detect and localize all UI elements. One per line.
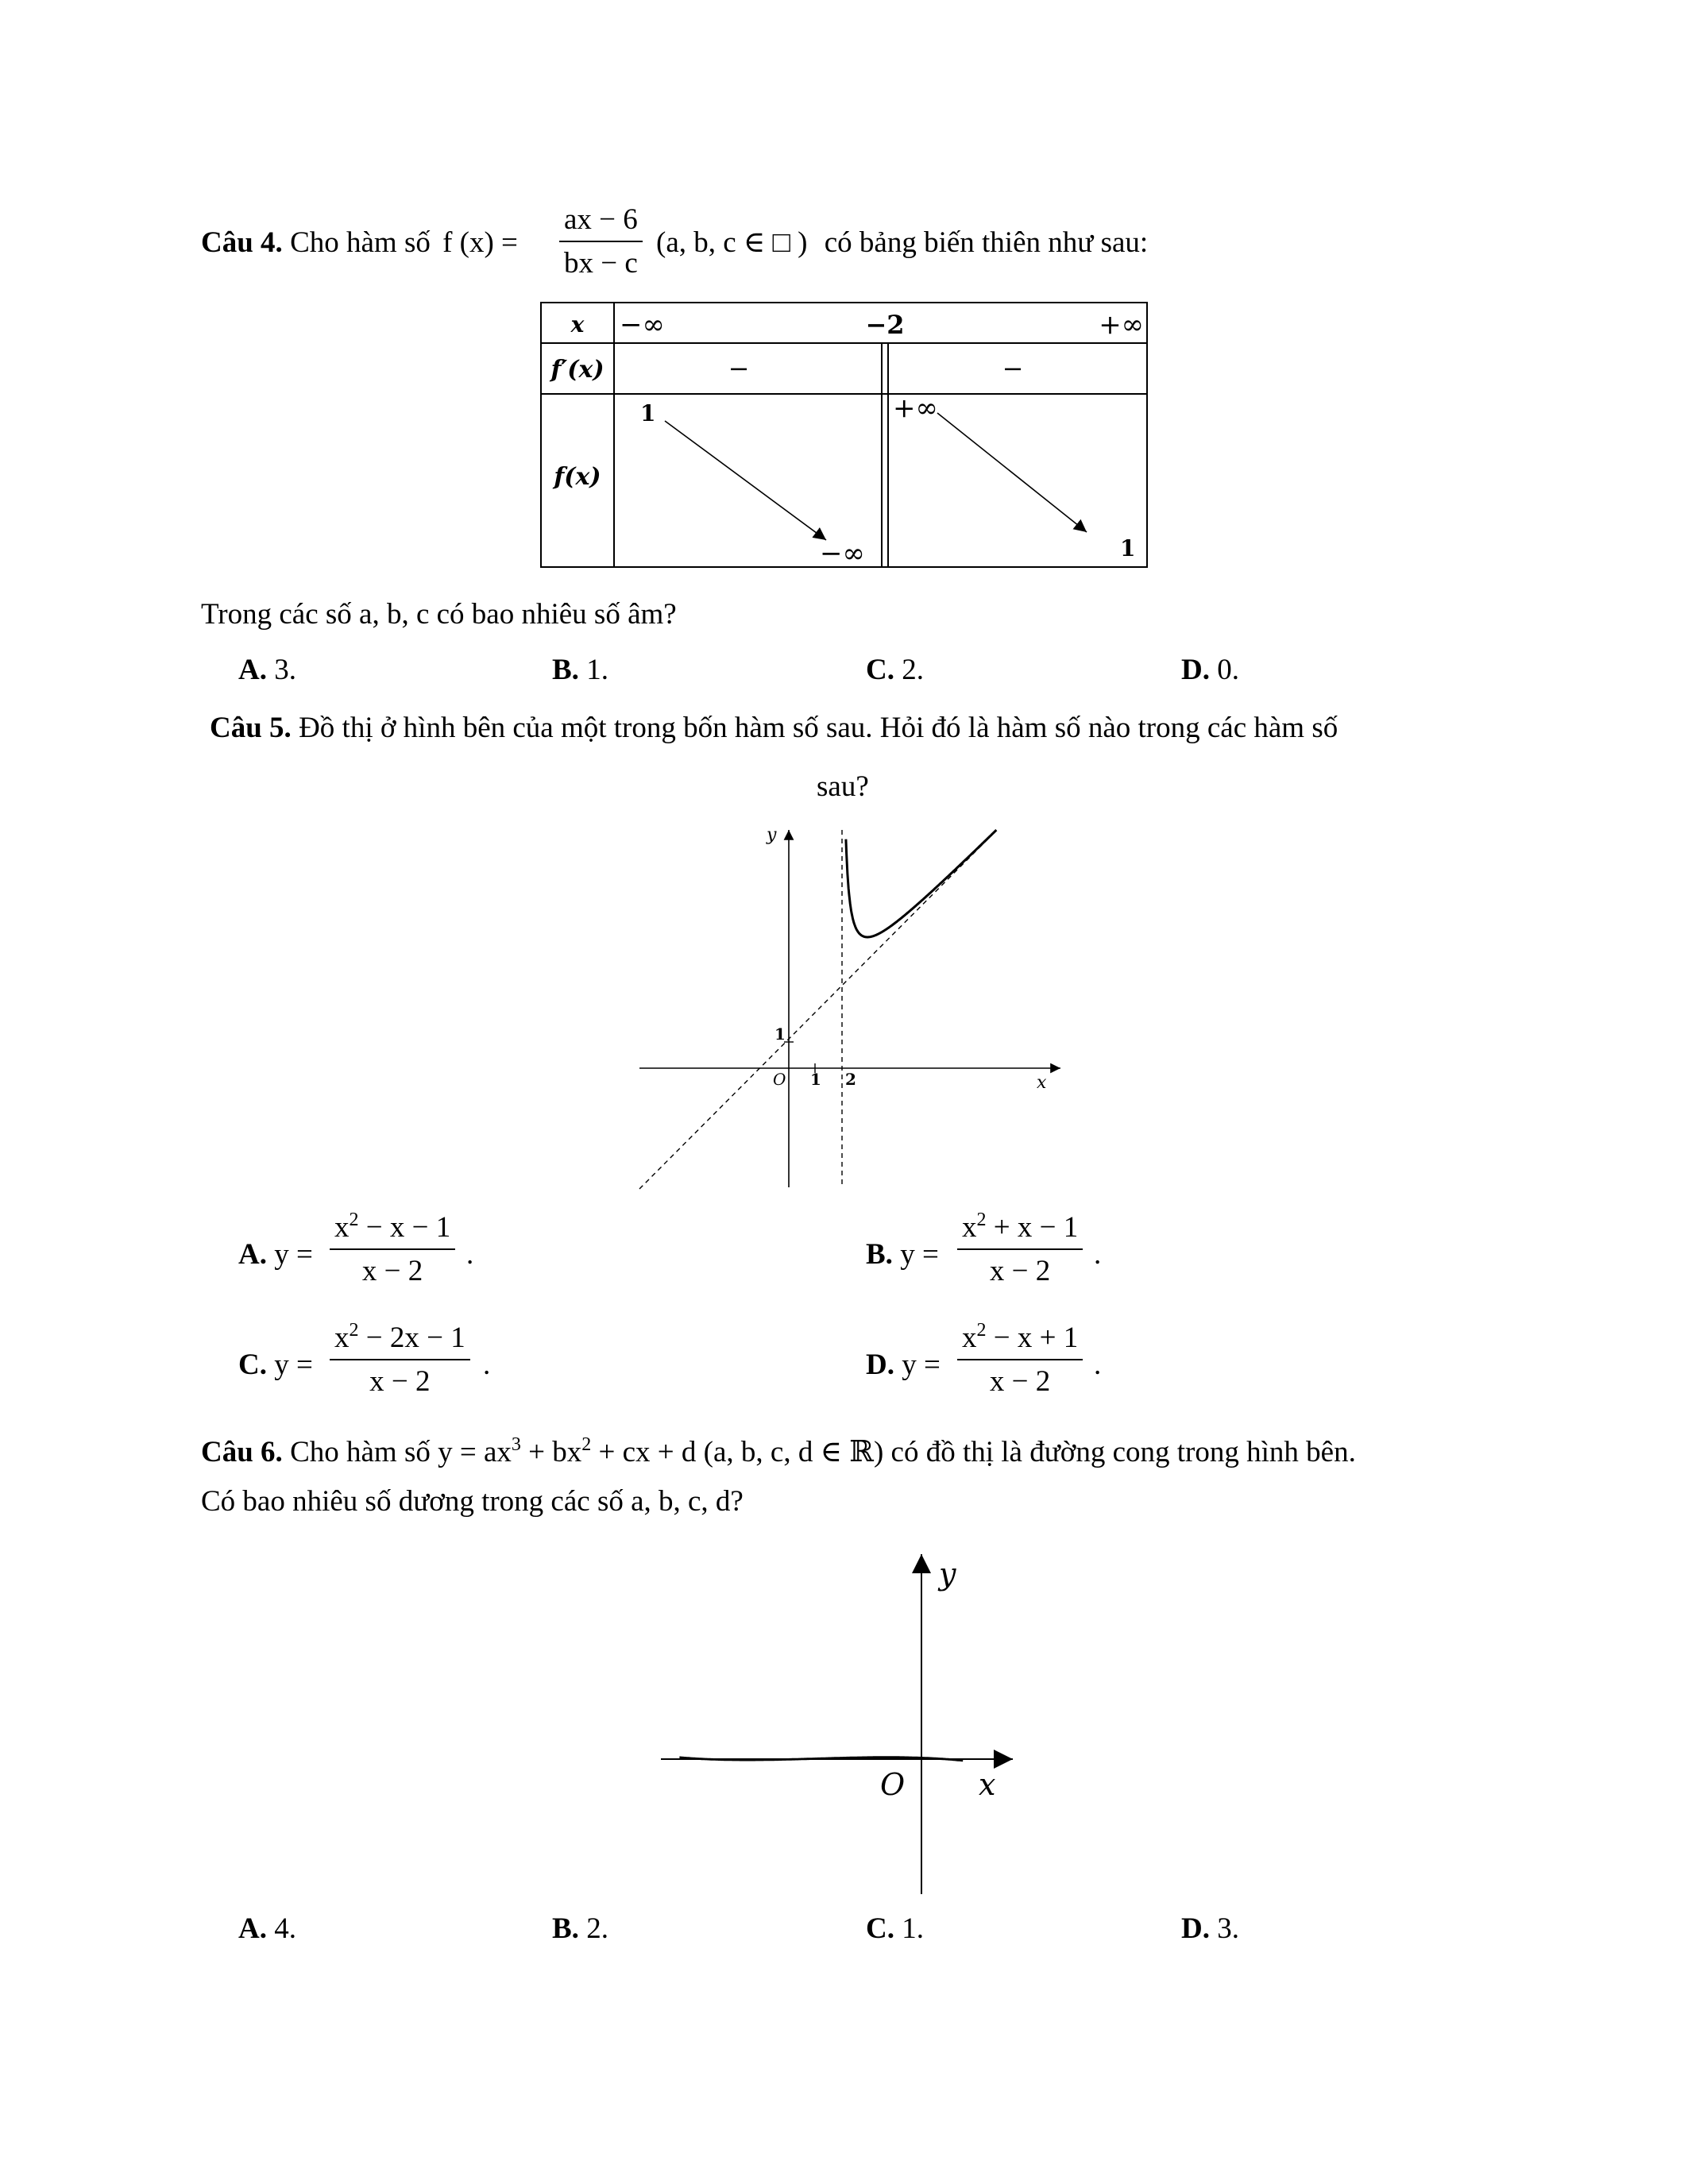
- q5-y-tick-1: 1: [774, 1024, 786, 1044]
- q5-answer-d-fraction: $x^2 - x + 1$ x − 2: [957, 1323, 1083, 1396]
- table-sign-left: −: [728, 353, 750, 384]
- q4-numerator: ax − 6: [564, 203, 638, 236]
- q6-answer-a: A. 4.: [238, 1912, 296, 1945]
- q4-stem: [201, 228, 518, 257]
- q6-origin-label: O: [880, 1767, 906, 1802]
- q5-label: Câu 5.: [210, 712, 292, 744]
- q5-answer-a-label: A. y =: [238, 1238, 313, 1271]
- table-f-label: f(x): [554, 463, 601, 491]
- q5-text-line1: Đồ thị ở hình bên của một trong bốn hàm số sau. Hỏi đó là hàm số nào trong các hàm số: [299, 712, 1338, 744]
- table-x-neg-inf: −∞: [620, 309, 665, 341]
- table-f-right-top: +∞: [893, 392, 938, 424]
- q6-graph: [651, 1545, 1025, 1902]
- q5-answer-b-fraction: $x^2 + x - 1$ x − 2: [957, 1213, 1083, 1286]
- q6-answer-d: D. 3.: [1181, 1912, 1239, 1945]
- table-fprime-label: f′(x): [550, 356, 605, 384]
- table-f-left-top: 1: [640, 400, 656, 426]
- q4-condition: (a, b, c ∈ □ ): [656, 226, 808, 259]
- table-x-minus2: −2: [865, 310, 905, 340]
- q5-answer-c-fraction: $x^2 - 2x - 1$ x − 2: [330, 1323, 470, 1396]
- q6-answer-b: B. 2.: [552, 1912, 608, 1945]
- q5-origin-label: O: [773, 1070, 786, 1089]
- q4-question: Trong các số a, b, c có bao nhiêu số âm?: [201, 598, 677, 631]
- q4-answer-b: B. 1.: [552, 654, 608, 686]
- q4-answer-a: A. 3.: [238, 654, 296, 686]
- table-f-right-bottom: 1: [1120, 535, 1136, 561]
- table-f-left-bottom: −∞: [820, 538, 865, 568]
- table-x-pos-inf: +∞: [1099, 309, 1144, 341]
- q6-label: Câu 6.: [201, 1436, 283, 1468]
- q4-fraction: [559, 205, 643, 278]
- q6-y-label: y: [939, 1557, 956, 1592]
- q5-tick-2: 2: [845, 1070, 856, 1089]
- q6-x-label: x: [979, 1767, 996, 1802]
- q5-stem-line1: [210, 713, 1338, 743]
- q5-tick-1: 1: [810, 1070, 821, 1089]
- table-x-label: x: [570, 311, 585, 338]
- q4-fx: f (x) =: [442, 226, 518, 259]
- q5-answer-c-label: C. y =: [238, 1349, 313, 1381]
- q5-y-label: y: [767, 825, 777, 845]
- q5-answer-d-label: D. y =: [866, 1349, 941, 1381]
- document-page: Câu 4. Cho hàm số f (x) = ax − 6 bx − c (a, b, c ∈ □ ) có bảng biến thiên như sau: x f′(x) f(x) −∞ −2 +∞ − − 1 −∞ +∞ 1 Trong các số a, b, c có bao nhiêu số âm? A. 3. B. 1. C. 2. D. 0. Câu 5. Đồ thị ở hình bên của một trong bốn hàm số sau. Hỏi đó là hàm số nào trong các hàm số sau? y x O 1 2 1 A. y = $x^2 - x - 1$ x − 2 . B. y = $x^2 + x - 1$ x − 2 . C. y = $x^2 - 2x - 1$ x − 2 . D. y = $x^2 - x + 1$ x − 2 . Câu 6. Cho hàm số $y = ax^3 + bx^2$ + cx + d (a, b, c, d ∈ ℝ) có đồ thị là đường cong trong hình bên. Có bao nhiêu số dương trong các số a, b, c, d? y x O A. 4. B. 2. C. 1. D. 3.: [0, 0, 1688, 2184]
- q4-label: Câu 4.: [201, 226, 283, 259]
- q6-stem-line1: Câu 6. Cho hàm số $y = ax^3 + bx^2$ + cx + d (a, b, c, d ∈ ℝ) có đồ thị là đường cong trong hình bên.: [201, 1434, 1356, 1468]
- q5-answer-a-fraction: $x^2 - x - 1$ x − 2: [330, 1213, 455, 1286]
- q6-answer-c: C. 1.: [866, 1912, 924, 1945]
- q4-variation-table: [540, 302, 1148, 568]
- q4-outro: có bảng biến thiên như sau:: [824, 226, 1149, 259]
- q4-answer-c: C. 2.: [866, 654, 924, 686]
- q5-answer-b-label: B. y =: [866, 1238, 939, 1271]
- q5-graph: [632, 818, 1072, 1195]
- q5-curve-right-branch: [846, 830, 997, 937]
- q5-x-label: x: [1037, 1073, 1047, 1093]
- q4-answer-d: D. 0.: [1181, 654, 1239, 686]
- table-sign-right: −: [1002, 353, 1024, 384]
- q4-condition-line: [656, 228, 1148, 257]
- q5-text-line2: sau?: [817, 770, 869, 803]
- q4-denominator: bx − c: [564, 247, 638, 280]
- q5-oblique-asymptote: [639, 830, 997, 1189]
- q6-stem-line2: Có bao nhiêu số dương trong các số a, b, c, d?: [201, 1485, 744, 1518]
- q6-cubic-curve: [679, 1758, 963, 1761]
- q4-intro: Cho hàm số: [290, 226, 431, 259]
